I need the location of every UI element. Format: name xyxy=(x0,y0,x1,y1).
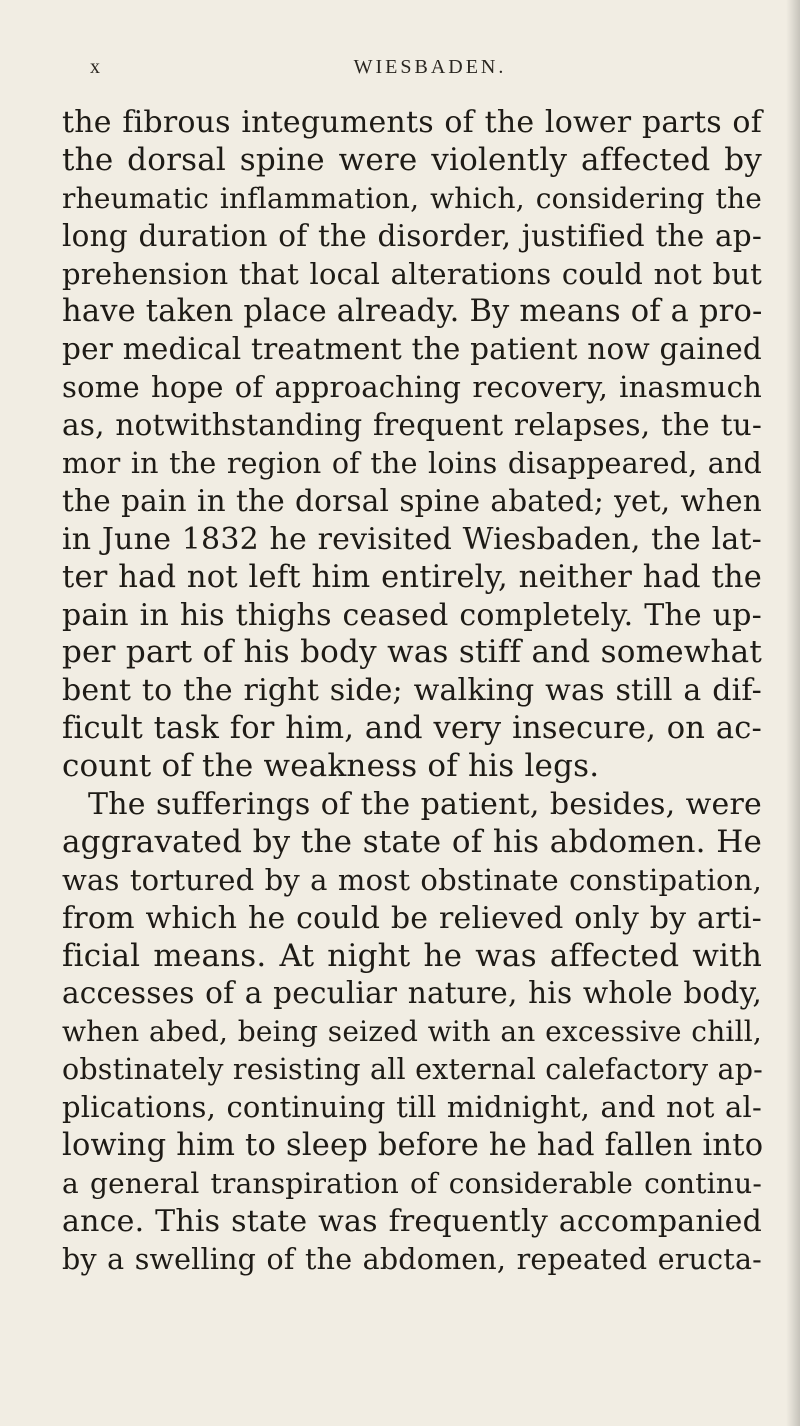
text-line: as, notwithstanding frequent relapses, the tu- xyxy=(62,408,762,443)
text-line: lowing him to sleep before he had fallen into xyxy=(62,1128,764,1164)
text-line: in June 1832 he revisited Wiesbaden, the lat- xyxy=(62,521,762,557)
text-line: ficult task for him, and very insecure, on ac- xyxy=(62,711,762,747)
page-number: x xyxy=(90,56,101,78)
text-line: aggravated by the state of his abdomen. He xyxy=(62,823,762,860)
running-title: WIESBADEN. xyxy=(353,56,507,78)
text-line: the fibrous integuments of the lower parts of xyxy=(62,105,762,140)
text-line: per medical treatment the patient now gained xyxy=(62,332,762,367)
text-line: long duration of the disorder, justified the ap- xyxy=(62,218,762,253)
running-head xyxy=(90,56,770,84)
text-line: when abed, being seized with an excessive chill, xyxy=(62,1015,762,1049)
body-text xyxy=(62,104,762,1279)
text-line: was tortured by a most obstinate constipation, xyxy=(62,862,762,897)
text-line: by a swelling of the abdomen, repeated eructa- xyxy=(62,1242,762,1276)
text-line: the dorsal spine were violently affected by xyxy=(62,141,762,178)
text-line: bent to the right side; walking was still a dif- xyxy=(62,673,762,709)
text-line: pain in his thighs ceased completely. The up- xyxy=(62,597,762,633)
page-edge-shadow xyxy=(786,0,800,1426)
text-line: the pain in the dorsal spine abated; yet, when xyxy=(62,483,762,518)
text-line: prehension that local alterations could not but xyxy=(62,256,762,291)
text-line: a general transpiration of considerable continu- xyxy=(62,1166,762,1200)
text-line: rheumatic inflammation, which, considering the xyxy=(62,181,762,215)
text-line: have taken place already. By means of a pro- xyxy=(62,294,763,330)
text-line: mor in the region of the loins disappeared, and xyxy=(62,447,762,481)
text-line: The sufferings of the patient, besides, were xyxy=(88,787,762,823)
text-line: ter had not left him entirely, neither had the xyxy=(62,559,762,595)
text-line: ficial means. At night he was affected with xyxy=(62,937,762,974)
text-line: ance. This state was frequently accompanied xyxy=(62,1203,762,1239)
text-line: some hope of approaching recovery, inasmuch xyxy=(62,370,762,405)
text-line: count of the weakness of his legs. xyxy=(62,748,600,785)
text-line: per part of his body was stiff and somewhat xyxy=(62,634,762,671)
text-line: accesses of a peculiar nature, his whole body, xyxy=(62,976,762,1011)
text-line: obstinately resisting all external calefactory ap- xyxy=(62,1053,763,1087)
text-line: from which he could be relieved only by arti- xyxy=(62,900,762,936)
text-line: plications, continuing till midnight, and not al- xyxy=(62,1090,762,1125)
